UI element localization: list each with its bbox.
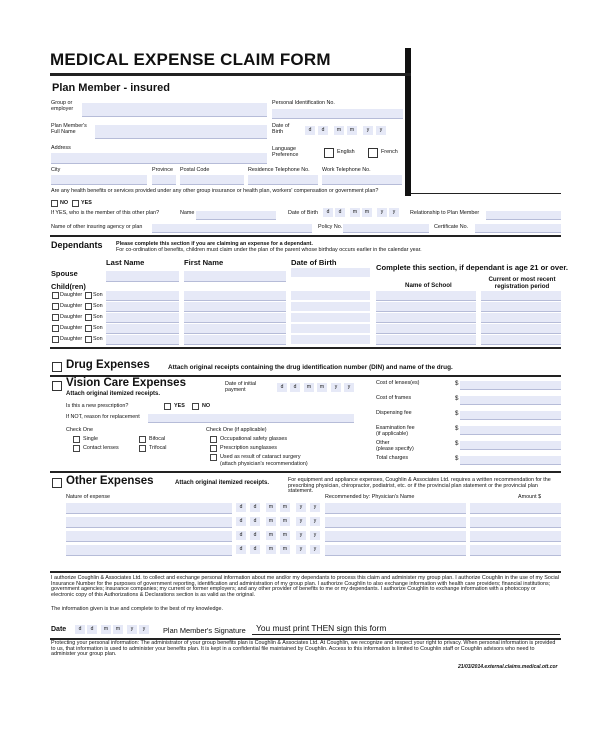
dollar-dispensing: $ bbox=[455, 410, 459, 417]
child-first-field[interactable] bbox=[184, 302, 286, 312]
dispensing-field[interactable] bbox=[460, 411, 561, 420]
replacement-label: If NOT, reason for replacement bbox=[66, 414, 140, 420]
french-checkbox[interactable] bbox=[368, 148, 378, 158]
policy-no-label: Policy No. bbox=[318, 224, 343, 230]
privacy-text: Protecting your personal information: The administrator of your group benefits plan is Coughlin & Associates Ltd. At Coughlin, we recognize and respect your right to privacy. When personal information is provided to us, that information is used to administer your benefits plan. It is kept in a confidential file maintained by Coughlin. Access to this information is limited to Coughlin staff or Coughlin advisors who need to administer your group plan. bbox=[51, 640, 556, 658]
other-date-cell[interactable]: y bbox=[296, 503, 306, 512]
other-dob-d[interactable]: d bbox=[323, 208, 333, 217]
vis-m[interactable]: m bbox=[304, 383, 314, 392]
prescription-yes-label: YES bbox=[174, 403, 185, 409]
single-label: Single bbox=[83, 436, 98, 442]
school-header: Name of School bbox=[405, 282, 452, 289]
dob-year2[interactable]: y bbox=[376, 126, 386, 135]
prescription-no-label: NO bbox=[202, 403, 211, 409]
registration-field[interactable] bbox=[481, 324, 561, 334]
amount-field[interactable] bbox=[470, 503, 561, 514]
dob-month[interactable]: m bbox=[334, 126, 344, 135]
trifocal-checkbox[interactable] bbox=[139, 445, 146, 452]
cost-lenses-label: Cost of lenses(es) bbox=[376, 380, 420, 386]
daughter-label: Daughter bbox=[60, 336, 83, 342]
other-dob-label: Date of Birth bbox=[288, 210, 318, 216]
son-checkbox[interactable] bbox=[85, 292, 92, 299]
personal-id-label: Personal Identification No. bbox=[272, 100, 335, 106]
other-date-cell[interactable]: d bbox=[250, 531, 260, 540]
other-date-cell[interactable]: m bbox=[266, 545, 276, 554]
single-checkbox[interactable] bbox=[73, 436, 80, 443]
declaration-text: The information given is true and complete to the best of my knowledge. bbox=[51, 606, 223, 612]
amount-field[interactable] bbox=[470, 531, 561, 542]
coverage-no-checkbox[interactable] bbox=[51, 200, 58, 207]
rule-right-1 bbox=[411, 193, 561, 194]
school-field[interactable] bbox=[376, 302, 476, 312]
dob-day2[interactable]: d bbox=[318, 126, 328, 135]
child-first-field[interactable] bbox=[184, 291, 286, 301]
vis-y2[interactable]: y bbox=[344, 383, 354, 392]
child-last-field[interactable] bbox=[106, 335, 179, 345]
daughter-label: Daughter bbox=[60, 325, 83, 331]
sig-d2[interactable]: d bbox=[87, 625, 97, 634]
province-field[interactable] bbox=[152, 175, 176, 185]
physician-field[interactable] bbox=[325, 503, 466, 514]
exam-label: Examination fee bbox=[376, 425, 415, 431]
signature-line[interactable] bbox=[252, 634, 560, 635]
cost-frames-field[interactable] bbox=[460, 396, 561, 405]
dob-month2[interactable]: m bbox=[347, 126, 357, 135]
registration-header: Current or most recent registration period bbox=[488, 276, 556, 290]
dependants-note2: For co-ordination of benefits, children must claim under the plan of the parent whose birthday occurs earlier in the calendar year. bbox=[116, 247, 422, 253]
nature-field[interactable] bbox=[66, 531, 232, 542]
daughter-label: Daughter bbox=[60, 292, 83, 298]
other-dob-m[interactable]: m bbox=[350, 208, 360, 217]
son-checkbox[interactable] bbox=[85, 314, 92, 321]
rule-dependants bbox=[50, 235, 561, 237]
amount-field[interactable] bbox=[470, 517, 561, 528]
other-date-cell[interactable]: y bbox=[310, 545, 320, 554]
physician-field[interactable] bbox=[325, 545, 466, 556]
dollar-total: $ bbox=[455, 455, 459, 462]
contacts-checkbox[interactable] bbox=[73, 445, 80, 452]
prescription-yes-checkbox[interactable] bbox=[164, 403, 171, 410]
cataract-label: Used as result of cataract surgery bbox=[220, 454, 301, 460]
child-dob-field[interactable] bbox=[291, 313, 370, 322]
spouse-label: Spouse bbox=[51, 269, 78, 278]
policy-no-field[interactable] bbox=[343, 224, 429, 233]
vision-checkbox[interactable] bbox=[52, 381, 62, 391]
vis-d2[interactable]: d bbox=[290, 383, 300, 392]
vision-heading: Vision Care Expenses bbox=[66, 377, 186, 389]
contacts-label: Contact lenses bbox=[83, 445, 119, 451]
other-date-cell[interactable]: d bbox=[250, 517, 260, 526]
other-company-field[interactable] bbox=[152, 224, 312, 233]
age21-note: Complete this section, if dependant is age 21 or over. bbox=[376, 263, 569, 272]
dollar-other: $ bbox=[455, 440, 459, 447]
sig-d[interactable]: d bbox=[75, 625, 85, 634]
other-date-cell[interactable]: m bbox=[280, 517, 290, 526]
daughter-checkbox[interactable] bbox=[52, 292, 59, 299]
nature-field[interactable] bbox=[66, 517, 232, 528]
coverage-no-label: NO bbox=[60, 200, 69, 206]
son-label: Son bbox=[93, 292, 103, 298]
date-label: Date bbox=[51, 626, 67, 633]
school-field[interactable] bbox=[376, 313, 476, 323]
other-cost-label: Other bbox=[376, 440, 390, 446]
dob-label: Date of Birth bbox=[272, 123, 290, 135]
son-label: Son bbox=[93, 336, 103, 342]
relationship-field[interactable] bbox=[486, 211, 561, 220]
other-heading: Other Expenses bbox=[66, 475, 154, 487]
rule-auth bbox=[50, 571, 561, 573]
dollar-exam: $ bbox=[455, 425, 459, 432]
child-first-field[interactable] bbox=[184, 313, 286, 323]
other-date-cell[interactable]: m bbox=[266, 531, 276, 540]
dependants-note: Please complete this section if you are claiming an expense for a dependant. bbox=[116, 241, 313, 247]
other-date-cell[interactable]: d bbox=[236, 517, 246, 526]
daughter-label: Daughter bbox=[60, 303, 83, 309]
physician-rec-label: (attach physician's recommendation) bbox=[220, 461, 308, 467]
child-last-field[interactable] bbox=[106, 324, 179, 334]
sunglasses-checkbox[interactable] bbox=[210, 445, 217, 452]
sig-m2[interactable]: m bbox=[113, 625, 123, 634]
vision-attach: Attach original itemized receipts. bbox=[66, 391, 161, 397]
registration-field[interactable] bbox=[481, 302, 561, 312]
daughter-checkbox[interactable] bbox=[52, 336, 59, 343]
trifocal-label: Trifocal bbox=[149, 445, 167, 451]
bifocal-label: Bifocal bbox=[149, 436, 166, 442]
total-field[interactable] bbox=[460, 456, 561, 465]
other-date-cell[interactable]: d bbox=[236, 545, 246, 554]
child-last-field[interactable] bbox=[106, 313, 179, 323]
postal-field[interactable] bbox=[180, 175, 244, 185]
vis-y[interactable]: y bbox=[331, 383, 341, 392]
son-checkbox[interactable] bbox=[85, 336, 92, 343]
registration-field[interactable] bbox=[481, 291, 561, 301]
french-label: French bbox=[381, 149, 398, 155]
language-label: Language Preference bbox=[272, 146, 299, 158]
spouse-last-field[interactable] bbox=[106, 271, 179, 282]
form-title: MEDICAL EXPENSE CLAIM FORM bbox=[50, 50, 331, 69]
other-date-cell[interactable]: y bbox=[296, 531, 306, 540]
son-label: Son bbox=[93, 314, 103, 320]
address-label: Address bbox=[51, 145, 71, 151]
address-field[interactable] bbox=[51, 153, 267, 164]
last-name-header: Last Name bbox=[106, 258, 145, 267]
other-attach: Attach original itemized receipts. bbox=[175, 480, 270, 486]
dependants-heading: Dependants bbox=[51, 240, 103, 250]
rule-drug bbox=[50, 347, 561, 349]
dob-day[interactable]: d bbox=[305, 126, 315, 135]
full-name-label: Plan Member's Full Name bbox=[51, 123, 87, 135]
child-dob-field[interactable] bbox=[291, 335, 370, 344]
recommended-header: Recommended by: Physician's Name bbox=[325, 494, 415, 500]
new-prescription-label: Is this a new prescription? bbox=[66, 403, 129, 409]
replacement-field[interactable] bbox=[148, 414, 354, 423]
city-label: City bbox=[51, 167, 61, 173]
other-date-cell[interactable]: y bbox=[310, 517, 320, 526]
residence-tel-field[interactable] bbox=[248, 175, 318, 185]
other-date-cell[interactable]: d bbox=[250, 545, 260, 554]
dispensing-label: Dispensing fee bbox=[376, 410, 412, 416]
other-date-cell[interactable]: d bbox=[236, 531, 246, 540]
child-last-field[interactable] bbox=[106, 302, 179, 312]
other-date-cell[interactable]: m bbox=[266, 517, 276, 526]
child-dob-field[interactable] bbox=[291, 291, 370, 300]
drug-checkbox[interactable] bbox=[52, 362, 62, 372]
print-then-sign: You must print THEN sign this form bbox=[256, 623, 387, 633]
nature-header: Nature of expense bbox=[66, 494, 111, 500]
other-name-field[interactable] bbox=[196, 211, 276, 220]
english-checkbox[interactable] bbox=[324, 148, 334, 158]
signature-label: Plan Member's Signature bbox=[163, 626, 246, 635]
title-rule bbox=[50, 73, 411, 76]
other-date-cell[interactable]: y bbox=[296, 545, 306, 554]
children-label: Child(ren) bbox=[51, 282, 86, 291]
city-field[interactable] bbox=[51, 175, 147, 185]
check-one-label: Check One bbox=[66, 427, 93, 433]
vis-m2[interactable]: m bbox=[317, 383, 327, 392]
first-name-header: First Name bbox=[184, 258, 224, 267]
child-first-field[interactable] bbox=[184, 324, 286, 334]
cost-frames-label: Cost of frames bbox=[376, 395, 412, 401]
plan-member-heading: Plan Member - insured bbox=[52, 82, 170, 94]
sig-y[interactable]: y bbox=[127, 625, 137, 634]
dep-dob-header: Date of Birth bbox=[291, 258, 337, 267]
child-last-field[interactable] bbox=[106, 291, 179, 301]
daughter-checkbox[interactable] bbox=[52, 303, 59, 310]
personal-id-field[interactable] bbox=[272, 109, 403, 119]
other-coverage-question: Are any health benefits or services provided under any other group insurance or health plan, workers' compensation or government plan? bbox=[51, 188, 379, 194]
exam-applicable-label: (if applicable) bbox=[376, 431, 409, 437]
coverage-yes-checkbox[interactable] bbox=[72, 200, 79, 207]
spouse-first-field[interactable] bbox=[184, 271, 286, 282]
daughter-checkbox[interactable] bbox=[52, 314, 59, 321]
other-date-cell[interactable]: y bbox=[296, 517, 306, 526]
amount-field[interactable] bbox=[470, 545, 561, 556]
other-date-cell[interactable]: y bbox=[310, 531, 320, 540]
son-label: Son bbox=[93, 303, 103, 309]
other-date-cell[interactable]: d bbox=[250, 503, 260, 512]
english-label: English bbox=[337, 149, 355, 155]
school-field[interactable] bbox=[376, 335, 476, 345]
school-field[interactable] bbox=[376, 324, 476, 334]
registration-field[interactable] bbox=[481, 313, 561, 323]
coverage-yes-label: YES bbox=[81, 200, 92, 206]
full-name-field[interactable] bbox=[95, 125, 267, 139]
son-checkbox[interactable] bbox=[85, 325, 92, 332]
son-checkbox[interactable] bbox=[85, 303, 92, 310]
total-label: Total charges bbox=[376, 455, 409, 461]
nature-field[interactable] bbox=[66, 545, 232, 556]
other-name-label: Name bbox=[180, 210, 195, 216]
sig-y2[interactable]: y bbox=[139, 625, 149, 634]
group-label: Group or employer bbox=[51, 100, 74, 112]
province-label: Province bbox=[152, 167, 173, 173]
school-field[interactable] bbox=[376, 291, 476, 301]
daughter-checkbox[interactable] bbox=[52, 325, 59, 332]
nature-field[interactable] bbox=[66, 503, 232, 514]
vis-d[interactable]: d bbox=[277, 383, 287, 392]
cataract-checkbox[interactable] bbox=[210, 454, 217, 461]
cost-lenses-field[interactable] bbox=[460, 381, 561, 390]
work-tel-label: Work Telephone No. bbox=[322, 167, 371, 173]
certificate-no-label: Certificate No. bbox=[434, 224, 469, 230]
other-date-cell[interactable]: m bbox=[280, 531, 290, 540]
daughter-label: Daughter bbox=[60, 314, 83, 320]
spouse-dob-field[interactable] bbox=[291, 268, 370, 277]
postal-label: Postal Code bbox=[180, 167, 210, 173]
other-cost-field[interactable] bbox=[460, 441, 561, 450]
safety-glasses-label: Occupational safety glasses bbox=[220, 436, 288, 442]
physician-field[interactable] bbox=[325, 517, 466, 528]
initial-payment-label: Date of initial payment bbox=[225, 381, 257, 393]
certificate-no-field[interactable] bbox=[475, 224, 561, 233]
drug-heading: Drug Expenses bbox=[66, 359, 150, 371]
other-date-cell[interactable]: m bbox=[280, 503, 290, 512]
form-id: 21/03/2014.external.claims.medical.ott.cor bbox=[458, 664, 558, 670]
other-note: For equipment and appliance expenses, Coughlin & Associates Ltd. requires a written recommendation for the prescribing physician, chiropractor, podiatrist, etc. or if the provincial plan statement or the provincial plan statement. bbox=[288, 477, 551, 495]
other-dob-y2[interactable]: y bbox=[389, 208, 399, 217]
other-checkbox[interactable] bbox=[52, 478, 62, 488]
other-date-cell[interactable]: y bbox=[310, 503, 320, 512]
other-dob-y[interactable]: y bbox=[377, 208, 387, 217]
other-date-cell[interactable]: d bbox=[236, 503, 246, 512]
drug-note: Attach original receipts containing the drug identification number (DIN) and name of the drug. bbox=[168, 364, 453, 371]
other-company-label: Name of other insuring agency or plan bbox=[51, 224, 143, 230]
bifocal-checkbox[interactable] bbox=[139, 436, 146, 443]
other-member-label: If YES, who is the member of this other plan? bbox=[51, 210, 160, 216]
specify-label: (please specify) bbox=[376, 446, 414, 452]
other-dob-m2[interactable]: m bbox=[362, 208, 372, 217]
child-first-field[interactable] bbox=[184, 335, 286, 345]
registration-field[interactable] bbox=[481, 335, 561, 345]
authorization-text: I authorize Coughlin & Associates Ltd. to collect and exchange personal information about me and/or my dependants to process this claim and administer my group plan. I authorize Coughlin in the use of my Social Insurance Number for the purposes of government reporting, identification and administration of my group plan. I authorize Coughlin to also exchange information with health care providers; financial institutions; government agencies; insurance companies; my current or former employers; and any other provider of benefits to me or my dependants. I authorize Coughlin to exchange information with a photocopy or electronic copy of this Authorizations & Declarations section is as valid as the original. bbox=[51, 575, 559, 599]
title-right-bar bbox=[405, 48, 411, 196]
child-dob-field[interactable] bbox=[291, 324, 370, 333]
sig-m[interactable]: m bbox=[101, 625, 111, 634]
child-dob-field[interactable] bbox=[291, 302, 370, 311]
rule-other bbox=[50, 471, 561, 473]
dollar-frames: $ bbox=[455, 395, 459, 402]
other-date-cell[interactable]: m bbox=[266, 503, 276, 512]
group-field[interactable] bbox=[82, 103, 267, 117]
other-dob-d2[interactable]: d bbox=[335, 208, 345, 217]
safety-glasses-checkbox[interactable] bbox=[210, 436, 217, 443]
dollar-lenses: $ bbox=[455, 380, 459, 387]
check-applicable-label: Check One (if applicable) bbox=[206, 427, 267, 433]
work-tel-field[interactable] bbox=[322, 175, 402, 185]
sunglasses-label: Prescription sunglasses bbox=[220, 445, 277, 451]
dob-year[interactable]: y bbox=[363, 126, 373, 135]
relationship-label: Relationship to Plan Member bbox=[410, 210, 480, 216]
residence-tel-label: Residence Telephone No. bbox=[248, 167, 310, 173]
other-date-cell[interactable]: m bbox=[280, 545, 290, 554]
prescription-no-checkbox[interactable] bbox=[192, 403, 199, 410]
physician-field[interactable] bbox=[325, 531, 466, 542]
exam-field[interactable] bbox=[460, 426, 561, 435]
son-label: Son bbox=[93, 325, 103, 331]
amount-header: Amount $ bbox=[518, 494, 542, 500]
